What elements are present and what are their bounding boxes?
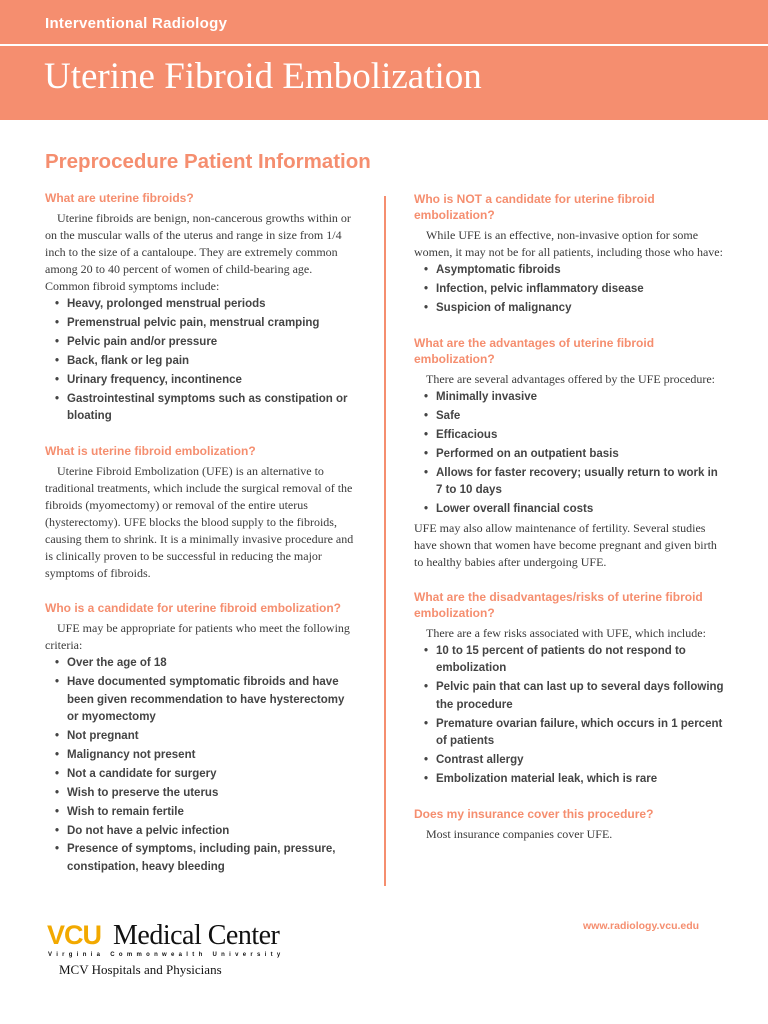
- list-item: • Safe: [414, 408, 726, 425]
- section-insurance: [414, 806, 726, 843]
- list-item: • Minimally invasive: [414, 389, 726, 406]
- paragraph: Uterine Fibroid Embolization (UFE) is an alternative to traditional treatments, which include the surgical removal of the fibroids (myomectomy) or removal of the entire uterus (hysterectomy). UFE blocks the blood supply to the fibroids, causing them to shrink. It is a minimally invasive procedure and is clinically proven to be successful in reducing the major symptoms of fibroids.: [45, 464, 354, 581]
- paragraph: Most insurance companies cover UFE.: [426, 827, 613, 842]
- header-divider: [0, 44, 768, 46]
- risks-list: [414, 643, 726, 788]
- symptom-list: [45, 296, 355, 425]
- paragraph: There are several advantages offered by the UFE procedure:: [426, 372, 715, 387]
- list-item: • Urinary frequency, incontinence: [45, 372, 355, 389]
- question-heading: What are uterine fibroids?: [45, 191, 194, 205]
- paragraph: While UFE is an effective, non-invasive option for some women, it may not be for all patients, including those who have:: [414, 228, 723, 259]
- list-item: • Back, flank or leg pain: [45, 353, 355, 370]
- question-heading: Does my insurance cover this procedure?: [414, 807, 654, 822]
- list-item: • Premature ovarian failure, which occurs in 1 percent of patients: [414, 716, 726, 751]
- question-heading: Who is a candidate for uterine fibroid embolization?: [45, 601, 342, 616]
- list-item: • 10 to 15 percent of patients do not respond to embolization: [414, 643, 726, 678]
- list-item: • Efficacious: [414, 427, 726, 444]
- question-heading: What are the advantages of uterine fibroid embolization?: [414, 336, 655, 367]
- question-heading: What are the disadvantages/risks of uterine fibroid embolization?: [414, 590, 703, 621]
- paragraph: Uterine fibroids are benign, non-cancerous growths within or on the muscular walls of the uterus and range in size from 1/4 inch to the size of a cantaloupe. They are extremely common among 20 to 40 percent of women of child-bearing age. Common fibroid symptoms include:: [45, 211, 351, 293]
- list-item: • Lower overall financial costs: [414, 501, 726, 518]
- right-column: [414, 191, 726, 861]
- list-item: • Pelvic pain and/or pressure: [45, 334, 355, 351]
- paragraph: UFE may be appropriate for patients who meet the following criteria:: [45, 621, 350, 653]
- list-item: • Not a candidate for surgery: [45, 766, 355, 783]
- section-risks: [414, 589, 726, 788]
- section-what-are-fibroids: [45, 190, 355, 425]
- list-item: • Over the age of 18: [45, 655, 355, 672]
- list-item: • Malignancy not present: [45, 747, 355, 764]
- list-item: • Wish to preserve the uterus: [45, 785, 355, 802]
- list-item: • Not pregnant: [45, 728, 355, 745]
- list-item: • Presence of symptoms, including pain, pressure, constipation, heavy bleeding: [45, 841, 355, 876]
- section-not-candidate: [414, 191, 726, 317]
- list-item: • Infection, pelvic inflammatory disease: [414, 281, 726, 298]
- column-divider: [384, 196, 386, 886]
- paragraph: There are a few risks associated with UFE, which include:: [426, 626, 706, 641]
- list-item: • Do not have a pelvic infection: [45, 823, 355, 840]
- section-who-is-candidate: [45, 600, 355, 876]
- logo-vcu-text: VCU: [47, 920, 102, 950]
- advantages-list: [414, 389, 726, 518]
- list-item: • Allows for faster recovery; usually return to work in 7 to 10 days: [414, 465, 726, 500]
- website-link[interactable]: www.radiology.vcu.edu: [583, 920, 700, 932]
- list-item: • Premenstrual pelvic pain, menstrual cramping: [45, 315, 355, 332]
- list-item: • Contrast allergy: [414, 752, 726, 769]
- list-item: • Wish to remain fertile: [45, 804, 355, 821]
- vcu-medical-center-logo: [47, 918, 297, 980]
- list-item: • Suspicion of malignancy: [414, 300, 726, 317]
- department-label: Interventional Radiology: [45, 15, 228, 32]
- document-title: Uterine Fibroid Embolization: [44, 56, 482, 97]
- section-title: Preprocedure Patient Information: [45, 150, 371, 173]
- logo-university-text: Virginia Commonwealth University: [48, 952, 285, 958]
- question-heading: Who is NOT a candidate for uterine fibroid embolization?: [414, 192, 655, 222]
- criteria-list: [45, 655, 355, 876]
- list-item: • Embolization material leak, which is rare: [414, 771, 726, 788]
- left-column: [45, 190, 355, 894]
- header-banner: [0, 0, 768, 120]
- question-heading: What is uterine fibroid embolization?: [45, 444, 256, 459]
- exclusion-list: [414, 262, 726, 317]
- paragraph: UFE may also allow maintenance of fertility. Several studies have shown that women have become pregnant and given birth to healthy babies after undergoing UFE.: [414, 521, 717, 570]
- list-item: • Have documented symptomatic fibroids and have been given recommendation to have hysterectomy or myomectomy: [45, 674, 355, 726]
- list-item: • Pelvic pain that can last up to several days following the procedure: [414, 679, 726, 714]
- logo-medical-center-text: Medical Center: [113, 920, 280, 951]
- section-what-is-ufe: [45, 443, 355, 582]
- list-item: • Gastrointestinal symptoms such as constipation or bloating: [45, 391, 355, 426]
- list-item: • Heavy, prolonged menstrual periods: [45, 296, 355, 313]
- section-advantages: [414, 335, 726, 571]
- list-item: • Performed on an outpatient basis: [414, 446, 726, 463]
- list-item: • Asymptomatic fibroids: [414, 262, 726, 279]
- logo-hospitals-text: MCV Hospitals and Physicians: [59, 962, 222, 977]
